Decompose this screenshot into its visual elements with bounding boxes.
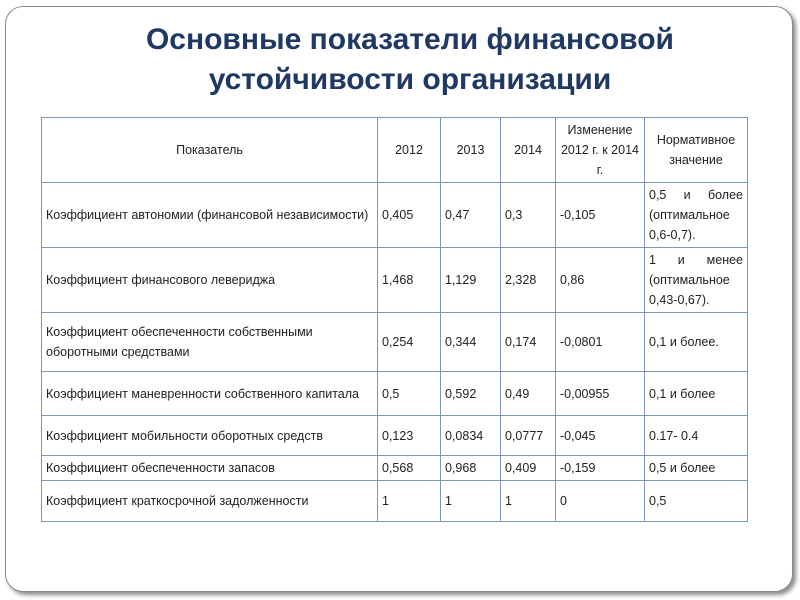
table-row — [42, 183, 748, 248]
header-2012: 2012 — [378, 118, 441, 183]
cell-2014: 1 — [501, 481, 556, 522]
row-name: Коэффициент мобильности оборотных средств — [42, 416, 378, 456]
cell-norm: 0,1 и более. — [645, 313, 748, 372]
table-row — [42, 416, 748, 456]
cell-change: -0,105 — [556, 183, 645, 248]
row-name: Коэффициент обеспеченности собственными оборотными средствами — [42, 313, 378, 372]
cell-norm: 0,5 и более — [645, 456, 748, 481]
cell-2013: 1,129 — [441, 248, 501, 313]
cell-2012: 0,254 — [378, 313, 441, 372]
table-header-row — [42, 118, 748, 183]
header-2014: 2014 — [501, 118, 556, 183]
table-row — [42, 481, 748, 522]
cell-norm: 0,5 — [645, 481, 748, 522]
cell-2012: 0,405 — [378, 183, 441, 248]
cell-2013: 1 — [441, 481, 501, 522]
row-name: Коэффициент краткосрочной задолженности — [42, 481, 378, 522]
cell-change: 0,86 — [556, 248, 645, 313]
cell-2012: 1 — [378, 481, 441, 522]
cell-change: -0,00955 — [556, 372, 645, 416]
table-row — [42, 456, 748, 481]
cell-2012: 0,123 — [378, 416, 441, 456]
row-name: Коэффициент обеспеченности запасов — [42, 456, 378, 481]
table-row — [42, 372, 748, 416]
cell-norm: 1 и менее (оптимальное 0,43-0,67). — [645, 248, 748, 313]
cell-change: -0,045 — [556, 416, 645, 456]
cell-2013: 0,968 — [441, 456, 501, 481]
cell-change: -0,0801 — [556, 313, 645, 372]
cell-2014: 0,49 — [501, 372, 556, 416]
cell-2014: 0,3 — [501, 183, 556, 248]
cell-2014: 2,328 — [501, 248, 556, 313]
page-title — [60, 20, 760, 100]
header-2013: 2013 — [441, 118, 501, 183]
table-row — [42, 248, 748, 313]
cell-2014: 0,409 — [501, 456, 556, 481]
cell-2013: 0,592 — [441, 372, 501, 416]
cell-change: 0 — [556, 481, 645, 522]
cell-norm: 0,1 и более — [645, 372, 748, 416]
cell-2013: 0,0834 — [441, 416, 501, 456]
table-row — [42, 313, 748, 372]
header-indicator: Показатель — [42, 118, 378, 183]
cell-norm: 0.17- 0.4 — [645, 416, 748, 456]
title-line-1: Основные показатели финансовой — [145, 23, 675, 56]
row-name: Коэффициент маневренности собственного капитала — [42, 372, 378, 416]
cell-2012: 1,468 — [378, 248, 441, 313]
row-name: Коэффициент финансового левериджа — [42, 248, 378, 313]
cell-2012: 0,5 — [378, 372, 441, 416]
header-norm: Нормативное значение — [645, 118, 748, 183]
financial-stability-table — [41, 117, 748, 522]
cell-2013: 0,344 — [441, 313, 501, 372]
cell-2012: 0,568 — [378, 456, 441, 481]
row-name: Коэффициент автономии (финансовой независимости) — [42, 183, 378, 248]
cell-change: -0,159 — [556, 456, 645, 481]
title-line-2: устойчивости организации — [208, 63, 612, 96]
cell-2014: 0,174 — [501, 313, 556, 372]
cell-norm: 0,5 и более (оптимальное 0,6-0,7). — [645, 183, 748, 248]
header-change: Изменение 2012 г. к 2014 г. — [556, 118, 645, 183]
cell-2013: 0,47 — [441, 183, 501, 248]
cell-2014: 0,0777 — [501, 416, 556, 456]
